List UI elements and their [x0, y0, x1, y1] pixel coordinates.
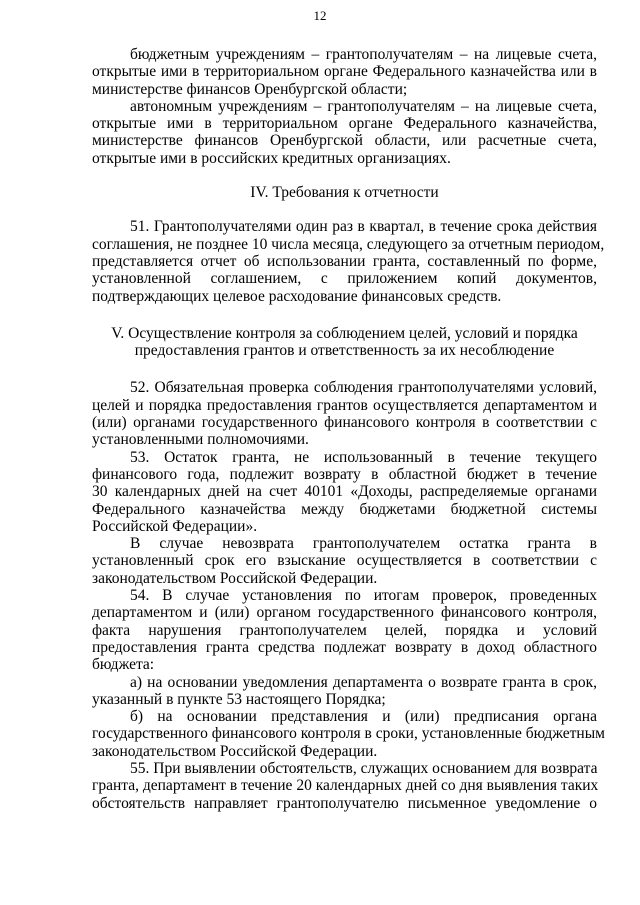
text-line: 52. Обязательная проверка соблюдения грантополучателями условий, [130, 379, 597, 397]
text-line: соглашения, не позднее 10 числа месяца, следующего за отчетным периодом, [92, 235, 605, 253]
text-line: установленными полномочиями. [92, 431, 309, 449]
paragraph [92, 535, 597, 587]
text-line: открытые ими в территориальном органе Федерального казначейства или в [92, 63, 597, 81]
text-line: департаментом и (или) органом государственного финансового контроля, [92, 604, 597, 622]
paragraph [92, 708, 605, 760]
text-line: IV. Требования к отчетности [250, 184, 439, 202]
text-line: Федерального казначейства между бюджетами бюджетной системы [92, 500, 597, 518]
paragraph [92, 218, 605, 305]
spacer [92, 167, 597, 184]
spacer [92, 305, 597, 325]
text-line: бюджета: [92, 656, 155, 674]
text-line: государственного финансового контроля в сроки, установленные бюджетным [92, 725, 605, 743]
text-line: министерстве финансов Оренбургской области; [92, 80, 408, 98]
text-line: 53. Остаток гранта, не использованный в течение текущего [130, 448, 597, 466]
section-heading [92, 184, 597, 201]
paragraph [92, 674, 597, 709]
text-line: предоставления гранта средства подлежат возврату в доход областного [92, 638, 597, 656]
spacer [92, 201, 597, 218]
text-line: предоставления грантов и ответственность за их несоблюдение [134, 342, 555, 360]
text-line: гранта, департамент в течение 20 календарных дней со дня выявления таких [92, 777, 599, 795]
text-line: 30 календарных дней на счет 40101 «Доходы, распределяемые органами [92, 483, 597, 501]
paragraph [92, 98, 597, 167]
text-line: министерстве финансов Оренбургской области, или расчетные счета, [92, 132, 597, 150]
document-body [92, 46, 605, 812]
paragraph [92, 587, 597, 673]
paragraph [92, 449, 597, 535]
text-line: установленный срок его взыскание осуществляется в соответствии с [92, 552, 597, 570]
section-heading [92, 325, 597, 360]
text-line: V. Осуществление контроля за соблюдением целей, условий и порядка [111, 324, 578, 342]
text-line: (или) органами государственного финансового контроля в соответствии с [92, 414, 597, 432]
text-line: факта нарушения грантополучателем целей, порядка и условий [92, 621, 597, 639]
text-line: В случае невозврата грантополучателем остатка гранта в [130, 535, 597, 553]
text-line: законодательством Российской Федерации. [92, 569, 378, 587]
text-line: открытые ими в российских кредитных организациях. [92, 149, 451, 167]
text-line: финансового года, подлежит возврату в областной бюджет в течение [92, 465, 597, 483]
text-line: 54. В случае установления по итогам проверок, проведенных [130, 587, 597, 605]
text-line: а) на основании уведомления департамента о возврате гранта в срок, [130, 673, 597, 691]
paragraph [92, 760, 597, 812]
text-line: бюджетным учреждениям – грантополучателям – на лицевые счета, [130, 46, 597, 63]
text-line: Российской Федерации». [92, 517, 258, 535]
text-line: автономным учреждениям – грантополучателям – на лицевые счета, [130, 97, 597, 115]
text-line: 55. При выявлении обстоятельств, служащих основанием для возврата [130, 759, 598, 777]
text-line: б) на основании представления и (или) предписания органа [130, 708, 597, 726]
paragraph [92, 379, 597, 448]
text-line: законодательством Российской Федерации. [92, 742, 378, 760]
text-line: установленной соглашением, с приложением копий документов, [92, 270, 597, 288]
text-line: целей и порядка предоставления грантов осуществляется департаментом и [92, 396, 597, 414]
text-line: открытые ими в территориальном органе Федерального казначейства, [92, 115, 597, 133]
spacer [92, 359, 597, 379]
text-line: представляется отчет об использовании гранта, составленный по форме, [92, 252, 597, 270]
text-line: обстоятельств направляет грантополучателю письменное уведомление о [92, 794, 597, 812]
text-line: 51. Грантополучателями один раз в квартал, в течение срока действия [130, 218, 597, 236]
page-number: 12 [313, 8, 327, 23]
text-line: указанный в пункте 53 настоящего Порядка; [92, 690, 386, 708]
paragraph [92, 46, 597, 98]
text-line: подтверждающих целевое расходование финансовых средств. [92, 287, 502, 305]
